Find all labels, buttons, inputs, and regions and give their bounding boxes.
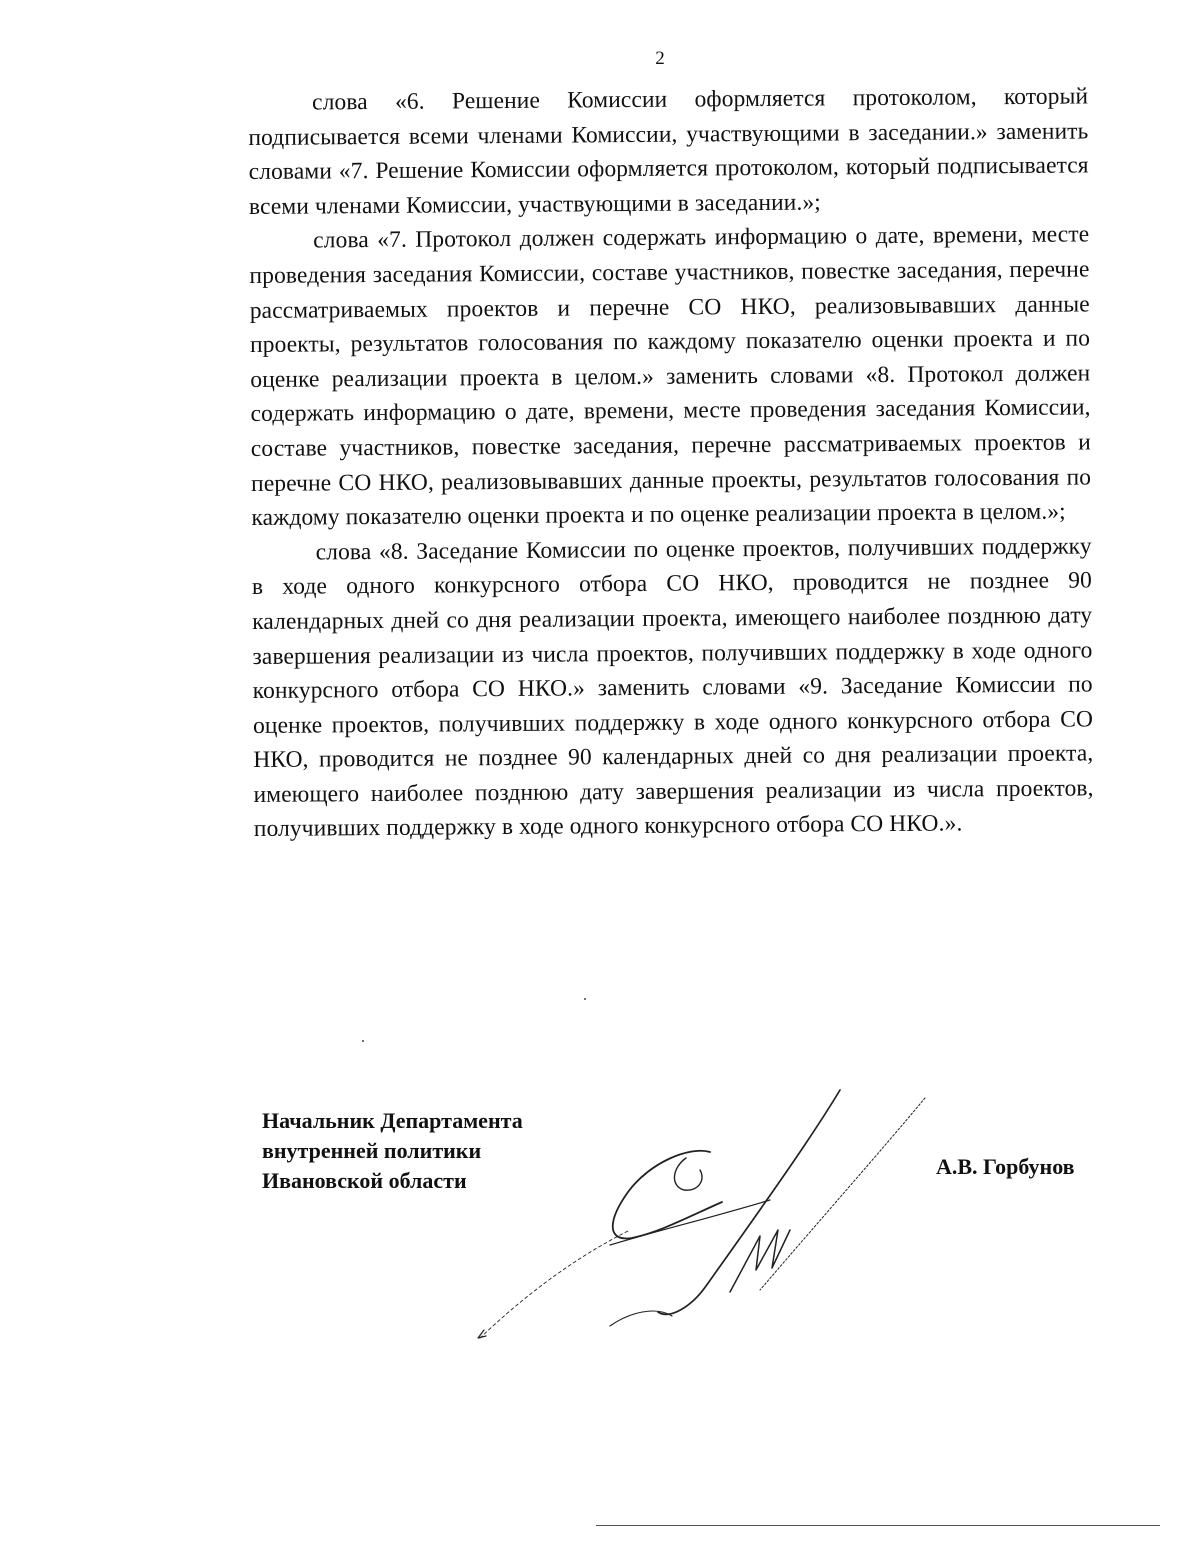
signer-name: А.В. Горбунов <box>936 1154 1075 1179</box>
paragraph-amendment-7: слова «7. Протокол должен содержать информацию о дате, времени, месте проведения заседания Комиссии, составе участников, повестке заседания, перечне рассматриваемых проектов и перечне СО НКО, реализовывавших данные проекты, результатов голосования по каждому показателю оценки проекта и по оценке реализации проекта в целом.» заменить словами «8. Протокол должен содержать информацию о дате, времени, месте проведения заседания Комиссии, составе участников, повестке заседания, перечне рассматриваемых проектов и перечне СО НКО, реализовывавших данные проекты, результатов голосования по каждому показателю оценки проекта и по оценке реализации проекта в целом.»; <box>249 221 1092 532</box>
position-line-1: Начальник Департамента <box>262 1108 523 1133</box>
document-body <box>248 79 1094 847</box>
position-line-2: внутренней политики <box>262 1138 482 1163</box>
signature-stroke-loop <box>613 1151 722 1239</box>
signature-stroke-main-diagonal <box>658 1090 840 1314</box>
paragraph-amendment-8: слова «8. Заседание Комиссии по оценке проектов, получивших поддержку в ходе одного конкурсного отбора СО НКО, проводится не позднее 90 календарных дней со дня реализации проекта, имеющего наиболее позднюю дату завершения реализации из числа проектов, получивших поддержку в ходе одного конкурсного отбора СО НКО.» заменить словами «9. Заседание Комиссии по оценке проектов, получивших поддержку в ходе одного конкурсного отбора СО НКО, проводится не позднее 90 календарных дней со дня реализации проекта, имеющего наиболее позднюю дату завершения реализации из числа проектов, получивших поддержку в ходе одного конкурсного отбора СО НКО.». <box>251 533 1094 843</box>
scan-speck <box>362 1040 364 1042</box>
signature-stroke-inner-loop <box>674 1158 702 1190</box>
handwritten-signature <box>460 1080 940 1350</box>
paragraph-amendment-6: слова «6. Решение Комиссии оформляется протоколом, который подписывается всеми членами Комиссии, участвующими в заседании.» заменить словами «7. Решение Комиссии оформляется протоколом, который подписывается всеми членами Комиссии, участвующими в заседании.»; <box>248 83 1089 220</box>
scan-speck <box>584 998 586 1000</box>
page-number: 2 <box>655 48 665 69</box>
footer-rule <box>596 1525 1160 1526</box>
signature-stroke-long-diagonal <box>760 1098 925 1290</box>
signature-stroke-cross <box>610 1200 770 1245</box>
signature-stroke-tail <box>480 1230 630 1338</box>
position-line-3: Ивановской области <box>262 1168 467 1193</box>
